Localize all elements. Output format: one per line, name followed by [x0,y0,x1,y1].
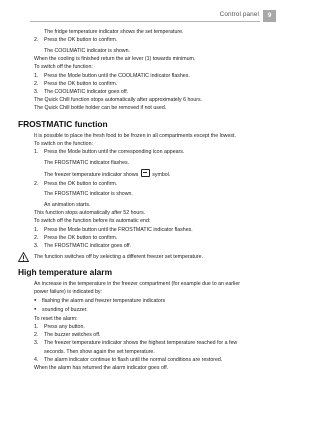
text-line: power failure) is indicated by: [34,289,102,296]
text-line: The fridge temperature indicator shows the set temperature. [44,29,184,35]
step-number: 2. [34,180,39,187]
text-line: The FROSTMATIC indicator flashes. [44,159,130,166]
step-text: Press any button. [44,323,85,330]
step-number: 1. [34,226,39,233]
step-number: 3. [34,242,39,249]
step-text: The FROSTMATIC indicator goes off. [44,242,132,249]
step-text: Press the Mode button until the FROSTMATIC indicator flashes. [44,226,193,233]
text-line: When the cooling is finished return the air lever (1) towards minimum. [34,56,196,63]
text-line: To reset the alarm: [34,315,78,322]
text-line: seconds. Then show again the set temperature. [44,348,155,355]
page-header [30,11,276,23]
step-text: The freezer temperature indicator shows the highest temperature reached for a few [44,340,238,347]
step-number: 2. [34,332,39,339]
bullet-item: ● flashing the alarm and freezer temperature indicators [34,296,280,305]
step-number: 1. [34,148,39,155]
step-number: 4. [34,356,39,363]
text-line: To switch off the function before its automatic end: [34,218,151,225]
text-line: When the alarm has returned the alarm indicator goes off. [34,364,169,371]
document-body [18,28,280,372]
step-text: Press the OK button to confirm. [44,37,118,44]
text-line: To switch on the function: [34,140,93,147]
step-number: 1. [34,323,39,330]
step-text: Press the Mode button until the COOLMATIC indicator flashes. [44,72,190,79]
section-heading-alarm: High temperature alarm [18,266,113,277]
section-title: Control panel [219,11,259,18]
text-line: It is possible to place the fresh food to be frozen in all compartments except the lowest. [34,132,236,139]
warning-icon [18,252,29,262]
step-text: Press the OK button to confirm. [44,80,118,87]
text-line: An animation starts. [44,201,91,208]
text-line: This function stops automatically after 52 hours. [34,210,146,217]
text-line: The Quick Chill function stops automatically after approximately 6 hours. [34,97,203,104]
step-text: The alarm indicator continue to flash until the normal conditions are restored. [44,356,223,363]
step-text: Press the OK button to confirm. [44,180,118,187]
step-number: 2. [34,234,39,241]
step-number: 3. [34,88,39,95]
header-divider [30,21,260,22]
step-number: 2. [34,80,39,87]
text-line: symbol. [152,172,171,179]
step-text: The buzzer switches off. [44,332,101,339]
step-text: The COOLMATIC indicator goes off. [44,88,129,95]
text-line: To switch off the function: [34,64,93,71]
step-number: 2. [34,37,39,44]
step-number: 3. [34,340,39,347]
step-text: Press the OK button to confirm. [44,234,118,241]
warning-text: The function switches off by selecting a different freezer set temperature. [34,253,204,260]
text-line: An increase in the temperature in the freezer compartment (for example due to an earlier [34,280,241,287]
step-number: 1. [34,72,39,79]
text-line: The FROSTMATIC indicator is shown. [44,191,133,198]
text-line: The Quick Chill bottle holder can be removed if not used. [34,105,167,112]
text-line: The freezer temperature indicator shows [44,172,139,179]
warning-note [34,253,280,261]
text-line: The COOLMATIC indicator is shown. [44,47,130,54]
bullet-item: ● sounding of buzzer. [34,305,280,314]
section-heading-frostmatic: FROSTMATIC function [18,118,108,129]
page-number: 9 [263,10,276,22]
freezer-symbol-icon [141,169,150,177]
step-text: Press the Mode button until the corresponding icon appears. [44,148,185,155]
